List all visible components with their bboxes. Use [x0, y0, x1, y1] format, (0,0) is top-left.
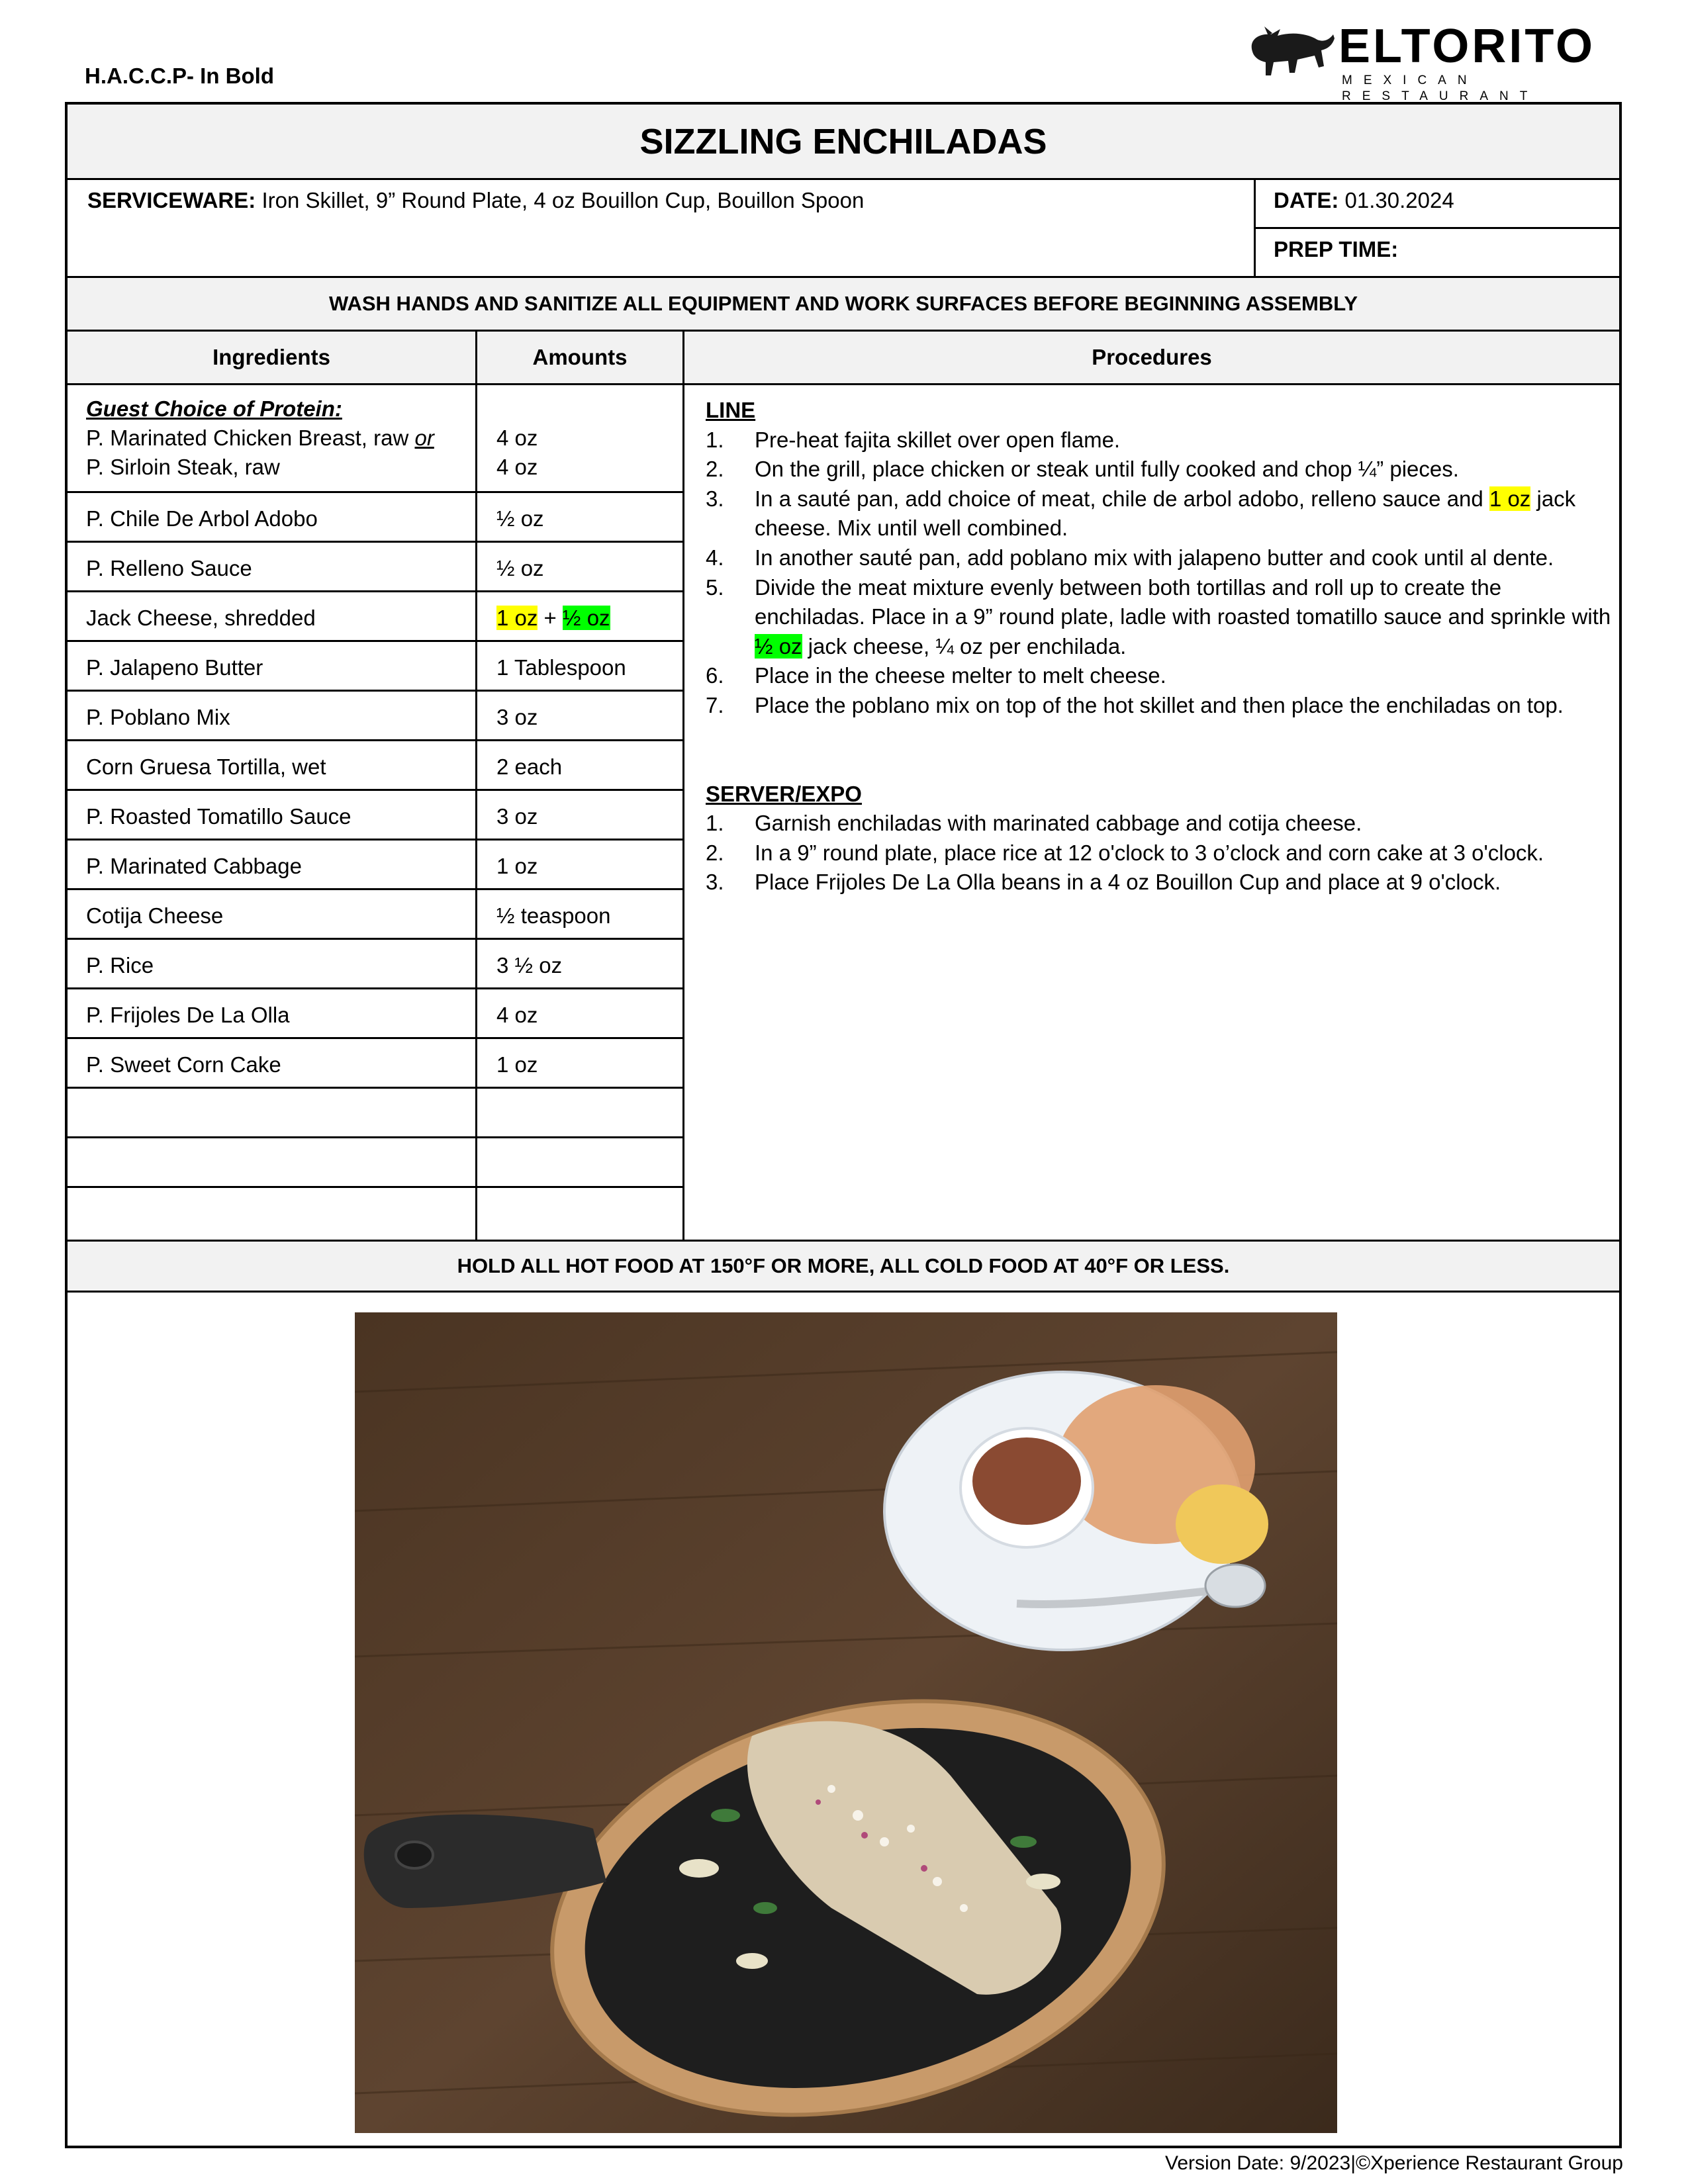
serviceware-label: SERVICEWARE:: [87, 188, 256, 212]
version-footer: Version Date: 9/2023|©Xperience Restaurant Group: [1165, 2152, 1623, 2174]
ingredients-header: Ingredients: [212, 345, 330, 369]
ingredient-amount: ½ oz: [496, 556, 544, 580]
date-label: DATE:: [1274, 188, 1339, 212]
protein-amounts: [496, 424, 538, 482]
ingredient-amount: 1 Tablespoon: [496, 655, 626, 680]
el-torito-logo: [1239, 20, 1623, 103]
highlight-amount: ½ oz: [755, 633, 802, 659]
ingredient-amount: ½ oz: [496, 506, 544, 531]
ingredient-name: P. Roasted Tomatillo Sauce: [86, 804, 352, 829]
highlight-amount: 1 oz: [1489, 486, 1531, 511]
ingredient-amount: ½ teaspoon: [496, 903, 611, 928]
recipe-card: [65, 102, 1622, 2148]
server-steps: [706, 809, 1613, 897]
wash-notice: WASH HANDS AND SANITIZE ALL EQUIPMENT AND WORK SURFACES BEFORE BEGINNING ASSEMBLY: [68, 278, 1619, 330]
procedure-step: 2. In a 9” round plate, place rice at 12 o'clock to 3 o’clock and corn cake at 3 o'clock.: [706, 840, 1544, 865]
ingredient-name: Cotija Cheese: [86, 903, 224, 928]
ingredient-name: P. Relleno Sauce: [86, 556, 252, 580]
ingredient-name: P. Marinated Cabbage: [86, 854, 302, 878]
ingredient-amount: 2 each: [496, 754, 563, 779]
procedure-step: 1. Garnish enchiladas with marinated cabbage and cotija cheese.: [706, 811, 1362, 836]
protein-heading: Guest Choice of Protein:: [86, 396, 342, 421]
procedure-step: 1. Pre-heat fajita skillet over open flame.: [706, 427, 1121, 452]
amounts-header: Amounts: [532, 345, 628, 369]
ingredient-amount: 1 oz: [496, 1052, 538, 1077]
server-expo-heading: SERVER/EXPO: [706, 781, 862, 806]
ingredient-name: P. Chile De Arbol Adobo: [86, 506, 318, 531]
procedure-step: 3. In a sauté pan, add choice of meat, chile de arbol adobo, relleno sauce and 1 oz jack cheese. Mix until well combined.: [706, 486, 1576, 541]
protein-amount-chicken: 4 oz: [496, 426, 538, 450]
ingredient-amount: 1 oz: [496, 854, 538, 878]
logo-tagline: MEXICAN RESTAURANT: [1342, 73, 1539, 103]
plated-dish-photo: [355, 1312, 1337, 2133]
date-value: 01.30.2024: [1344, 188, 1454, 212]
procedure-step: 6. Place in the cheese melter to melt cheese.: [706, 663, 1166, 688]
ingredient-name: P. Sweet Corn Cake: [86, 1052, 281, 1077]
ingredient-amount: 3 oz: [496, 804, 538, 829]
serviceware: [87, 188, 864, 213]
procedure-step: 7. Place the poblano mix on top of the hot skillet and then place the enchiladas on top.: [706, 692, 1564, 717]
procedure-step: 3. Place Frijoles De La Olla beans in a 4 oz Bouillon Cup and place at 9 o'clock.: [706, 870, 1501, 895]
line-heading: LINE: [706, 398, 756, 422]
procedures: [706, 396, 1613, 897]
logo-brand: ELTORITO: [1338, 20, 1596, 73]
procedure-step: 2. On the grill, place chicken or steak until fully cooked and chop ¼” pieces.: [706, 457, 1459, 482]
highlight-amount: ½ oz: [563, 606, 610, 630]
protein-option-steak: P. Sirloin Steak, raw: [86, 455, 280, 479]
ingredient-name: Jack Cheese, shredded: [86, 606, 316, 630]
ingredient-name: P. Jalapeno Butter: [86, 655, 263, 680]
hold-temperature-notice: HOLD ALL HOT FOOD AT 150°F OR MORE, ALL COLD FOOD AT 40°F OR LESS.: [68, 1242, 1619, 1291]
ingredient-amount: 3 oz: [496, 705, 538, 729]
ingredient-amount: 1 oz + ½ oz: [496, 606, 610, 630]
highlight-amount: 1 oz: [496, 606, 538, 630]
recipe-title: SIZZLING ENCHILADAS: [68, 105, 1619, 178]
protein-choice: [86, 394, 434, 482]
ingredient-name: Corn Gruesa Tortilla, wet: [86, 754, 326, 779]
procedure-step: 4. In another sauté pan, add poblano mix with jalapeno butter and cook until al dente.: [706, 545, 1554, 570]
haccp-note: H.A.C.C.P- In Bold: [85, 64, 274, 88]
line-steps: [706, 426, 1613, 721]
ingredient-amount: 3 ½ oz: [496, 953, 563, 978]
ingredient-name: P. Rice: [86, 953, 154, 978]
protein-amount-steak: 4 oz: [496, 455, 538, 479]
procedures-header: Procedures: [1092, 345, 1212, 369]
prep-time-label: PREP TIME:: [1274, 237, 1399, 261]
bull-icon: [1239, 20, 1338, 83]
serviceware-value: Iron Skillet, 9” Round Plate, 4 oz Bouillon Cup, Bouillon Spoon: [261, 188, 865, 212]
date: [1274, 188, 1454, 213]
procedure-step: 5. Divide the meat mixture evenly between both tortillas and roll up to create the enchiladas. Place in a 9” round plate, ladle with roasted tomatillo sauce and sprinkle with ½ oz jack cheese, ¼ oz per enchilada.: [706, 574, 1611, 659]
ingredient-name: P. Frijoles De La Olla: [86, 1003, 290, 1027]
ingredient-amount: 4 oz: [496, 1003, 538, 1027]
protein-option-chicken: P. Marinated Chicken Breast, raw or: [86, 426, 434, 450]
ingredient-name: P. Poblano Mix: [86, 705, 230, 729]
